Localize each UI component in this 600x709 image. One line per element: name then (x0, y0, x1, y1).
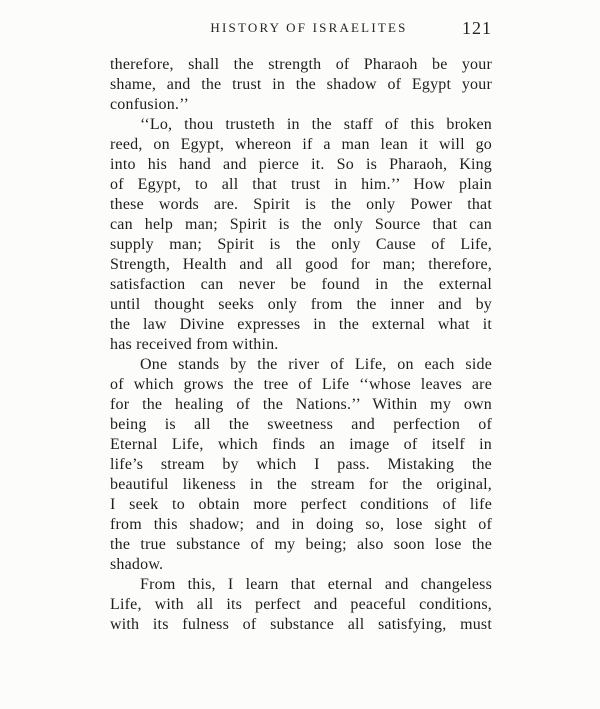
page-number: 121 (462, 18, 492, 38)
text-line: shadow. (110, 556, 164, 573)
text-line: of Egypt, to all that trust in him.’’ How plain (110, 176, 492, 193)
text-line: therefore, shall the strength of Pharaoh be your (110, 56, 492, 73)
text-line: from this shadow; and in doing so, lose sight of (110, 516, 492, 533)
text-line: these words are. Spirit is the only Power that (110, 196, 492, 213)
text-column (110, 18, 492, 635)
text-line: the law Divine expresses in the external what it (110, 316, 492, 333)
text-line: for the healing of the Nations.’’ Within my own (110, 396, 492, 413)
paragraph (110, 575, 492, 635)
text-line: life’s stream by which I pass. Mistaking the (110, 456, 492, 473)
text-line: shame, and the trust in the shadow of Egypt your (110, 76, 492, 93)
paragraph (110, 115, 492, 355)
text-line: until thought seeks only from the inner and by (110, 296, 492, 313)
text-line: satisfaction can never be found in the external (110, 276, 492, 293)
text-line: Eternal Life, which finds an image of itself in (110, 436, 492, 453)
text-line: being is all the sweetness and perfection of (110, 416, 492, 433)
paragraph (110, 55, 492, 115)
running-title: HISTORY OF ISRAELITES (210, 20, 408, 35)
page-body (110, 55, 492, 635)
text-line: I seek to obtain more perfect conditions of life (110, 496, 492, 513)
paragraph (110, 355, 492, 575)
text-line: From this, I learn that eternal and changeless (140, 576, 492, 593)
text-line: into his hand and pierce it. So is Pharaoh, King (110, 156, 492, 173)
text-line: One stands by the river of Life, on each side (140, 356, 492, 373)
text-line: ‘‘Lo, thou trusteth in the staff of this broken (140, 116, 492, 133)
text-line: beautiful likeness in the stream for the original, (110, 476, 492, 493)
text-line: of which grows the tree of Life ‘‘whose leaves are (110, 376, 492, 393)
text-line: with its fulness of substance all satisfying, must (110, 616, 492, 633)
text-line: Life, with all its perfect and peaceful conditions, (110, 596, 492, 613)
text-line: Strength, Health and all good for man; therefore, (110, 256, 492, 273)
text-line: reed, on Egypt, whereon if a man lean it will go (110, 136, 492, 153)
text-line: confusion.’’ (110, 96, 189, 113)
page-header (110, 18, 492, 38)
text-line: supply man; Spirit is the only Cause of Life, (110, 236, 492, 253)
text-line: the true substance of my being; also soon lose the (110, 536, 492, 553)
text-line: can help man; Spirit is the only Source that can (110, 216, 492, 233)
text-line: has received from within. (110, 336, 279, 353)
